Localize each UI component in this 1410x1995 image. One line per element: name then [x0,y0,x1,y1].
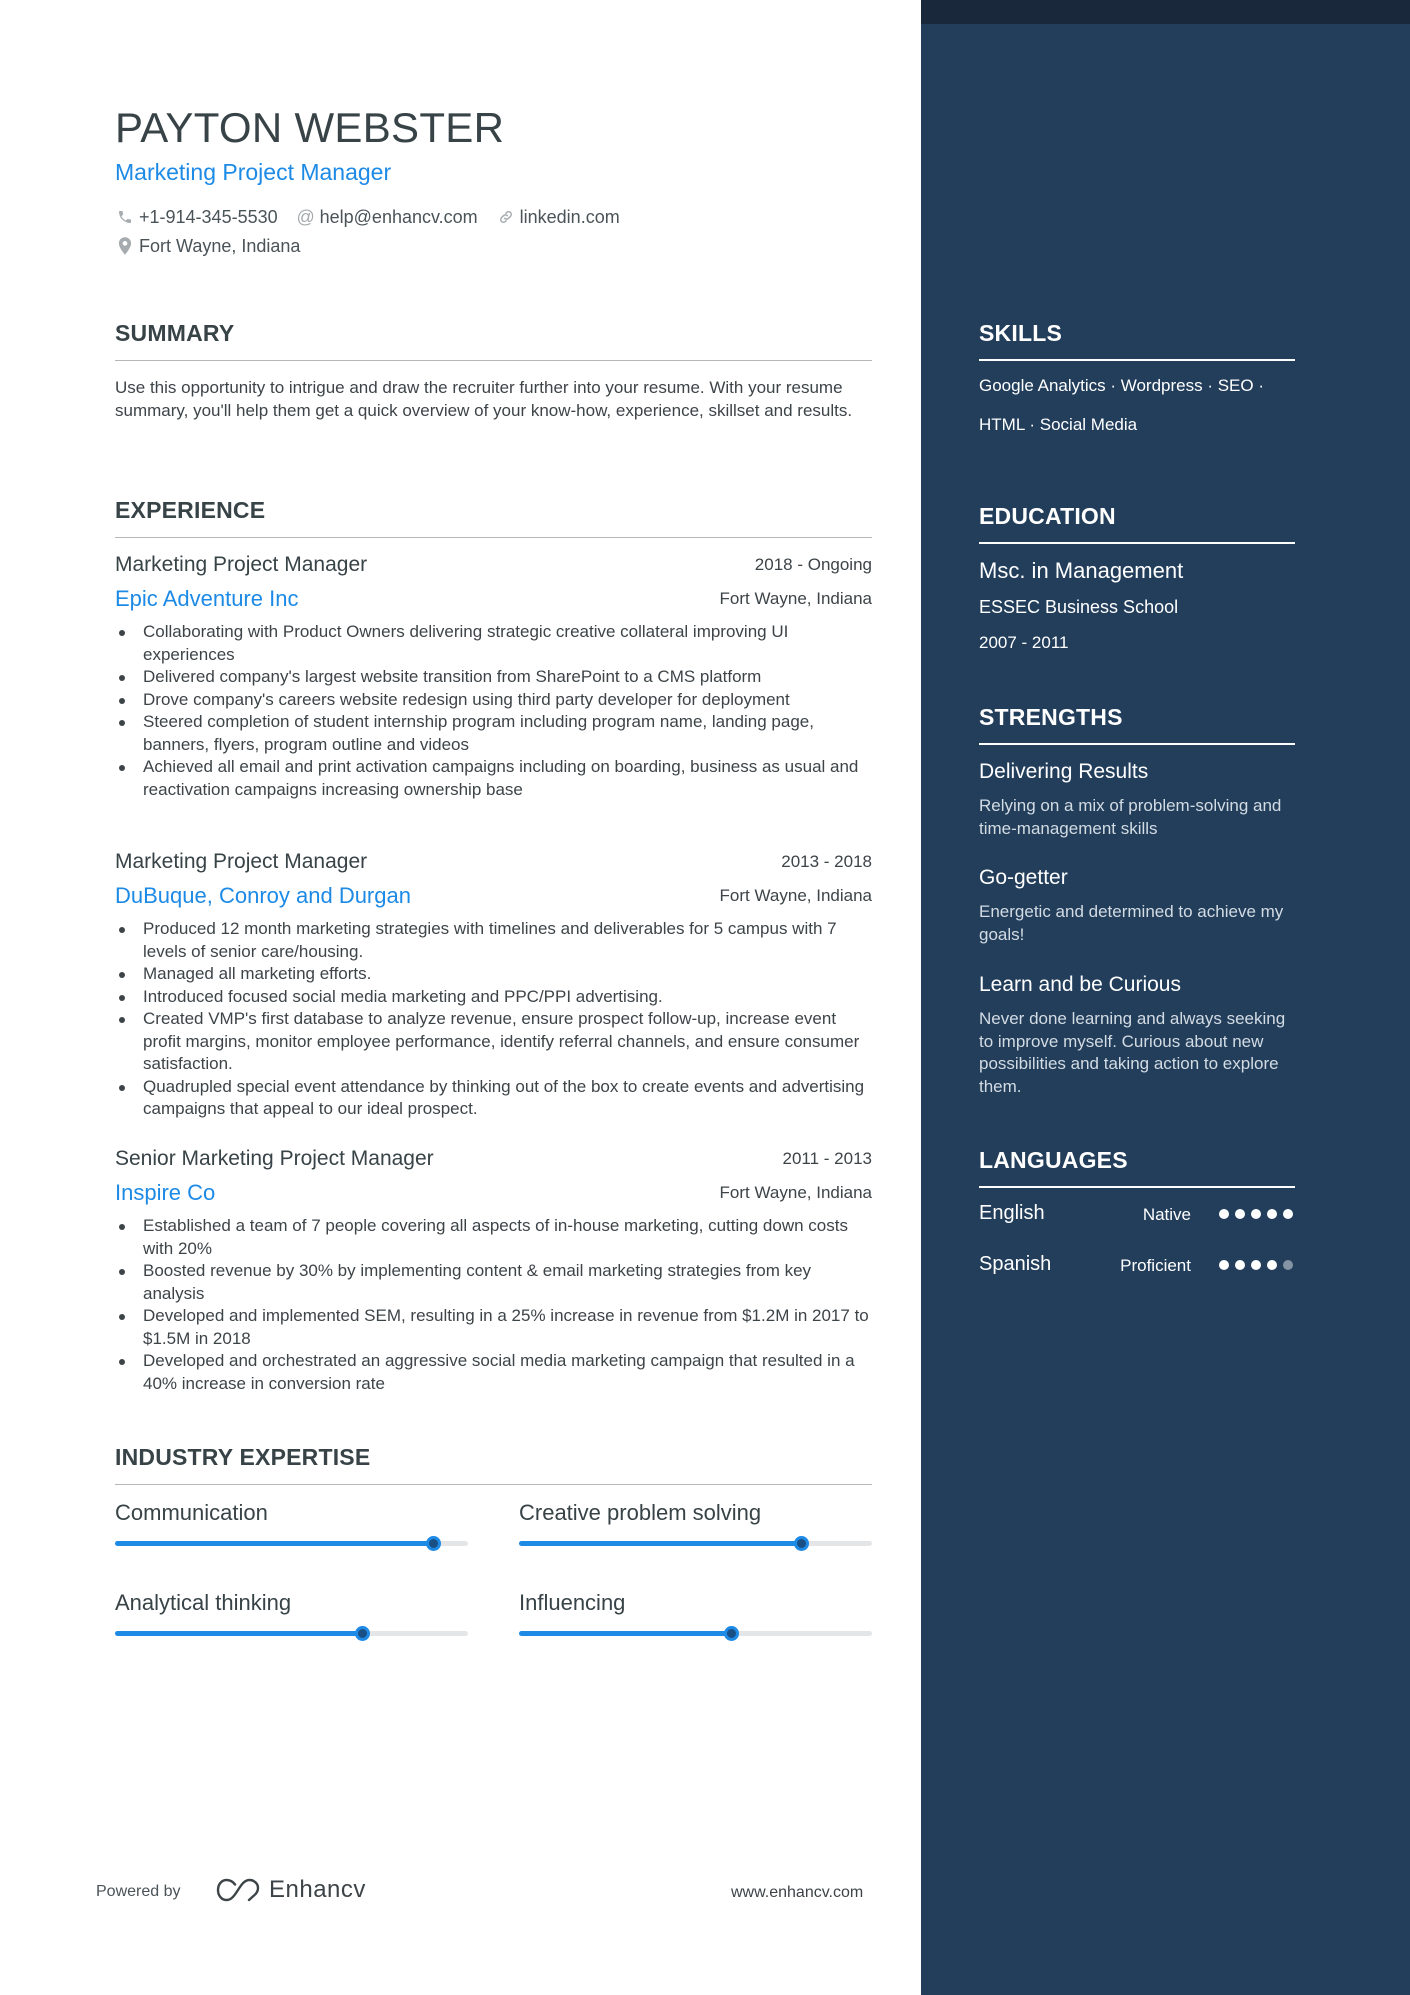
expertise-bar-knob [355,1626,370,1641]
job-bullet: Established a team of 7 people covering all aspects of in-house marketing, cutting down costs with 20% [143,1215,872,1260]
strengths-heading: STRENGTHS [979,704,1123,730]
sidebar-panel [921,0,1410,1995]
languages-divider [979,1186,1295,1188]
job-title: Marketing Project Manager [115,850,368,873]
website-text: linkedin.com [519,206,620,227]
expertise-label: Influencing [519,1590,626,1615]
rating-dot [1219,1260,1229,1270]
expertise-bar-track [115,1631,468,1636]
job-company[interactable]: Epic Adventure Inc [115,586,299,611]
language-level: Native [1142,1205,1191,1224]
expertise-bar-track [115,1541,468,1546]
expertise-bar-knob [426,1536,441,1551]
expertise-bar-fill [519,1631,731,1636]
job-title: Marketing Project Manager [115,553,368,576]
job-company[interactable]: DuBuque, Conroy and Durgan [115,883,411,908]
expertise-bar-track [519,1631,872,1636]
education-heading: EDUCATION [979,503,1116,529]
rating-dot [1267,1209,1277,1219]
expertise-divider [115,1484,872,1485]
skills-heading: SKILLS [979,320,1062,346]
phone-icon [115,207,135,227]
rating-dot [1251,1209,1261,1219]
expertise-label: Creative problem solving [519,1500,762,1525]
expertise-heading: INDUSTRY EXPERTISE [115,1444,371,1470]
rating-dot [1251,1260,1261,1270]
education-degree: Msc. in Management [979,558,1184,583]
job-location: Fort Wayne, Indiana [719,1183,872,1202]
contact-email[interactable] [296,207,478,228]
expertise-bar-fill [115,1631,362,1636]
location-row [115,234,318,258]
education-school: ESSEC Business School [979,597,1179,617]
job-bullet: Produced 12 month marketing strategies with timelines and deliverables for 5 campus with 7 levels of senior care/housing. [143,918,872,963]
strength-title: Delivering Results [979,760,1149,783]
education-divider [979,542,1295,544]
rating-dot [1235,1209,1245,1219]
job-bullet: Steered completion of student internship program including program name, landing page, banners, flyers, program outline and videos [143,711,872,756]
footer-powered-by: Powered by [96,1883,181,1900]
language-rating [1213,1260,1293,1270]
language-name: Spanish [979,1253,1052,1275]
language-name: English [979,1202,1045,1224]
job-bullet: Drove company's careers website redesign using third party developer for deployment [143,689,872,712]
job-bullet: Achieved all email and print activation campaigns including on boarding, business as usual and reactivation campaigns increasing ownership base [143,756,872,801]
rating-dot [1283,1260,1293,1270]
job-dates: 2013 - 2018 [781,852,872,871]
summary-divider [115,360,872,361]
candidate-name: PAYTON WEBSTER [115,104,505,151]
phone-text: +1-914-345-5530 [139,206,278,227]
expertise-bar-knob [724,1626,739,1641]
strength-title: Learn and be Curious [979,973,1181,996]
sidebar-top-band [921,0,1410,24]
contact-row [115,205,638,229]
contact-website[interactable] [496,207,620,228]
expertise-bar-track [519,1541,872,1546]
job-dates: 2018 - Ongoing [754,555,872,574]
summary-text: Use this opportunity to intrigue and draw the recruiter further into your resume. With your resume summary, you'll help them get a quick overview of your know-how, experience, skillset and results. [115,378,853,420]
contact-phone[interactable] [115,207,278,228]
expertise-item [115,1500,468,1526]
education-dates: 2007 - 2011 [979,633,1069,652]
skills-divider [979,359,1295,361]
job-bullets [143,918,872,1121]
expertise-bar-fill [115,1541,433,1546]
languages-heading: LANGUAGES [979,1147,1128,1173]
job-bullet: Delivered company's largest website transition from SharePoint to a CMS platform [143,666,872,689]
job-bullet: Developed and implemented SEM, resulting in a 25% increase in revenue from $1.2M in 2017 to $1.5M in 2018 [143,1305,872,1350]
expertise-bar-knob [794,1536,809,1551]
expertise-item [115,1590,468,1616]
map-pin-icon [115,236,135,256]
job-bullets [143,621,872,801]
strength-description: Energetic and determined to achieve my goals! [979,902,1284,944]
rating-dot [1219,1209,1229,1219]
link-icon [496,207,516,227]
summary-heading: SUMMARY [115,320,235,346]
language-row [979,1253,1295,1283]
job-title: Senior Marketing Project Manager [115,1147,434,1170]
footer-website[interactable]: www.enhancv.com [731,1884,864,1901]
job-location: Fort Wayne, Indiana [719,589,872,608]
job-location: Fort Wayne, Indiana [719,886,872,905]
skills-list-line-1: Google Analytics · Wordpress · SEO · [979,376,1265,395]
expertise-label: Analytical thinking [115,1590,292,1615]
job-bullet: Created VMP's first database to analyze revenue, ensure prospect follow-up, increase event profit margins, monitor employee performance, identify referral channels, and ensure consumer satisfaction. [143,1008,872,1076]
enhancv-logo-icon [215,1877,261,1903]
at-sign-icon: @ [296,206,315,227]
job-dates: 2011 - 2013 [782,1149,872,1168]
skills-list-line-2: HTML · Social Media [979,415,1138,434]
language-level: Proficient [1120,1256,1191,1275]
job-bullet: Introduced focused social media marketing and PPC/PPI advertising. [143,986,872,1009]
expertise-item [519,1500,872,1526]
email-text: help@enhancv.com [319,206,478,227]
job-bullet: Developed and orchestrated an aggressive social media marketing campaign that resulted in a 40% increase in conversion rate [143,1350,872,1395]
footer-brand: Enhancv [269,1876,366,1903]
job-bullet: Boosted revenue by 30% by implementing content & email marketing strategies from key analysis [143,1260,872,1305]
rating-dot [1267,1260,1277,1270]
experience-heading: EXPERIENCE [115,497,266,523]
language-rating [1213,1209,1293,1219]
strength-description: Never done learning and always seeking to improve myself. Curious about new possibilities and taking action to explore them. [979,1009,1286,1096]
contact-location [115,236,300,257]
job-company[interactable]: Inspire Co [115,1180,216,1205]
expertise-label: Communication [115,1500,268,1525]
job-bullet: Managed all marketing efforts. [143,963,872,986]
expertise-bar-fill [519,1541,801,1546]
candidate-role: Marketing Project Manager [115,159,392,185]
job-bullet: Quadrupled special event attendance by thinking out of the box to create events and advertising campaigns that appeal to our ideal prospect. [143,1076,872,1121]
job-bullets [143,1215,872,1395]
rating-dot [1283,1209,1293,1219]
strengths-divider [979,743,1295,745]
experience-divider [115,537,872,538]
job-bullet: Collaborating with Product Owners delivering strategic creative collateral improving UI experiences [143,621,872,666]
expertise-item [519,1590,872,1616]
language-row [979,1202,1295,1232]
footer-logo[interactable] [215,1876,366,1904]
strength-description: Relying on a mix of problem-solving and time-management skills [979,796,1282,838]
strength-title: Go-getter [979,866,1068,889]
rating-dot [1235,1260,1245,1270]
location-text: Fort Wayne, Indiana [139,235,301,256]
